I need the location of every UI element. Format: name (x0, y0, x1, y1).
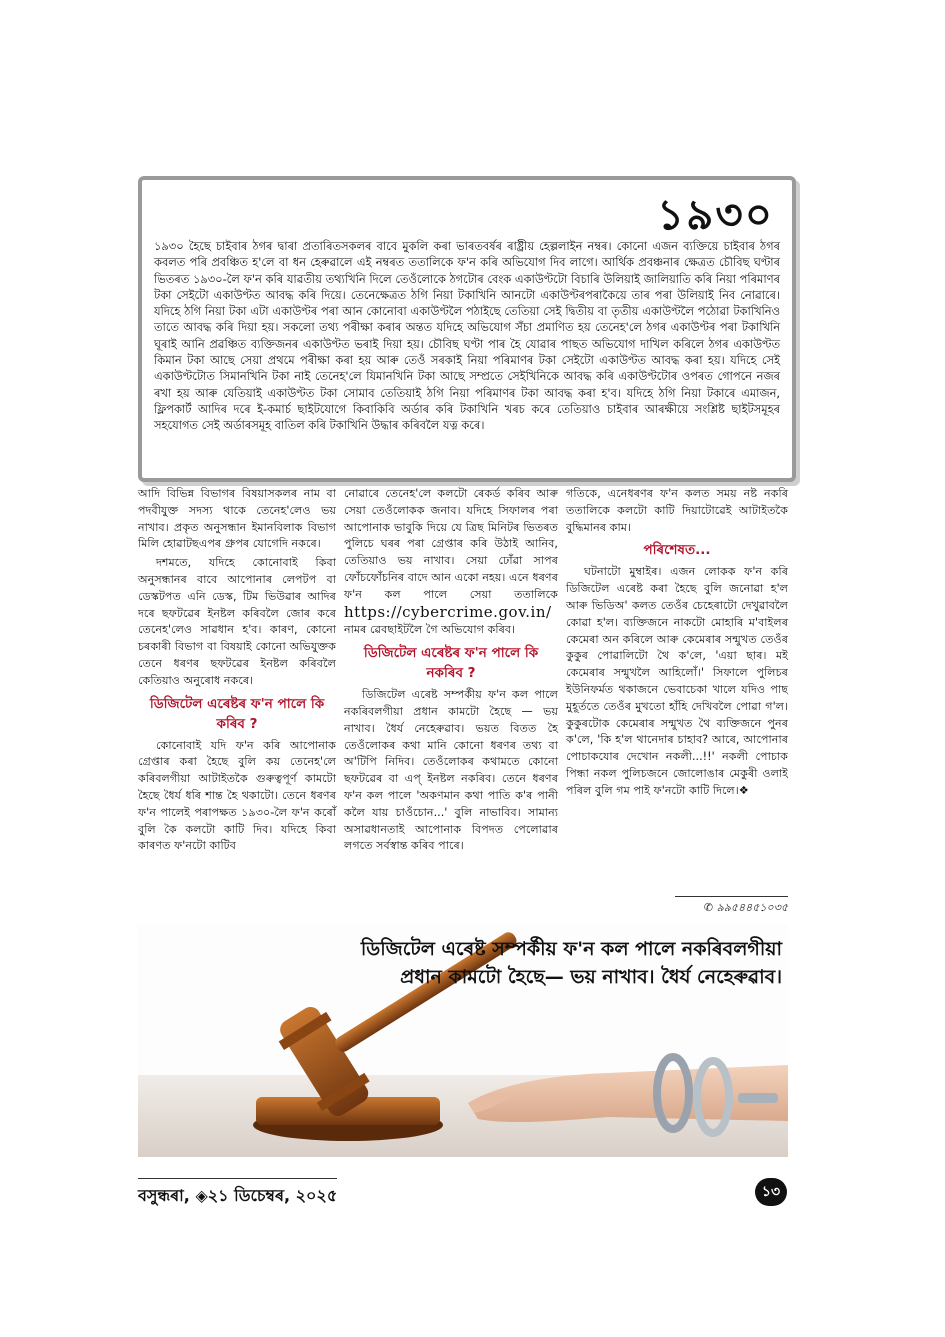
column-3 (566, 486, 788, 802)
author-phone: ✆ ৯৯৫৪৪৫১০৩৫ (675, 896, 788, 918)
col2-paragraph-2: ডিজিটেল এৰেষ্ট সম্পৰ্কীয় ফ'ন কল পালে নকৰিবলগীয়া প্ৰধান কামটো হৈছে — ভয় নাখাব। ধৈৰ্য নেহেৰুৱাব। ভয়ত বিতত হৈ তেওঁলোকৰ কথা মানি কোনো ধৰণৰ তথ্য বা অ'টিপি নিদিব। তেওঁলোকৰ কথামতে কোনো ছফটৱেৰ বা এপ্‌ ইনষ্টল নকৰিব। তেনে ধৰণৰ ফ'ন কল পালে 'অকণমান কথা পাতি ক'ৰ পানী কলৈ যায় চাওঁচোন...' বুলি নাভাবিব। সামান্য অসাৱধানতাই আপোনাক বিপদত পেলোৱাৰ লগতে সৰ্বস্বান্ত কৰিব পাৰে। (344, 688, 558, 853)
gavel-handcuff-photo (138, 925, 788, 1157)
col3-subheading: পৰিশেষত... (643, 542, 711, 559)
col2-paragraph-1-end: নামৰ ৱেবছাইটলৈ গৈ অভিযোগ কৰিব। (344, 623, 516, 637)
col1-paragraph-2: দশমতে, যদিহে কোনোবাই কিবা অনুসন্ধানৰ বাবে আপোনাৰ লেপটপ বা ডেস্কটপত এনি ডেস্ক, টিম ভিউৱাৰ আদিৰ দৰে ছফটৱেৰ ইনষ্টল কৰিবলৈ জোৰ কৰে তেনেহ'লেও সাৱধান হ'ব। কাৰণ, কোনো চৰকাৰী বিভাগ বা বিষয়াই কোনো অভিযুক্তক তেনে ধৰণৰ ছফটৱেৰ ইনষ্টল কৰিবলৈ কেতিয়াও অনুৰোধ নকৰে। (138, 556, 336, 687)
issue-date: ◈২১ ডিচেম্বৰ, ২০২৫ (195, 1186, 338, 1205)
info-box-title: ১৯৩০ (656, 190, 774, 239)
col3-paragraph-1: গতিকে, এনেধৰণৰ ফ'ন কলত সময় নষ্ট নকৰি ততালিকে কলটো কাটি দিয়াটোৱেই আটাইতকৈ বুদ্ধিমানৰ কাম। (566, 487, 788, 534)
col3-paragraph-2: ঘটনাটো মুম্বাইৰ। এজন লোকক ফ'ন কৰি ডিজিটেল এৰেষ্ট কৰা হৈছে বুলি জনোৱা হ'ল আৰু ভিডিঅ' কলত তেওঁৰ চেহেৰাটো দেখুৱাবলৈ কোৱা হ'ল। ব্যক্তিজনে নাকটো মোহাৰি ম'বাইলৰ কেমেৰা অন কৰিলে আৰু কেমেৰাৰ সন্মুখত তেওঁৰ কুকুৰ পোৱালিটো থৈ ক'লে, 'এয়া ছাৰ। মই কেমেৰাৰ সন্মুখলৈ আহিলোঁ।' সিফালে পুলিচৰ ইউনিফৰ্মত থকাজনে ভেবাচেকা খালে যদিও পাছ মুহূৰ্ততে তেওঁৰ মুখতো হাঁহি দেখিবলৈ পোৱা গ'ল। কুকুৰটোক কেমেৰাৰ সন্মুখত থৈ ব্যক্তিজনে পুনৰ ক'লে, 'কি হ'ল থানেদাৰ চাহাব? আৰে, আপোনাৰ পোচাকযোৰ দেখোন নকলী...!!' নকলী পোচাক পিন্ধা নকল পুলিচজনে জোলোঙাৰ মেকুৰী ওলাই পৰিল বুলি গম পাই ফ'নটো কাটি দিলে।❖ (566, 565, 788, 797)
page-number: ১৩ (755, 1178, 787, 1206)
magazine-name: বসুন্ধৰা, (138, 1186, 190, 1205)
col2-paragraph-1-text: নোৱাৰে তেনেহ'লে কলটো ৰেকৰ্ড কৰিব আৰু সেয়া তেওঁলোকক জনাব। যদিহে সিফালৰ পৰা আপোনাক ভাবুকি দিয়ে যে ত্ৰিছ মিনিটৰ ভিতৰত পুলিচে ঘৰৰ পৰা গ্ৰেপ্তাৰ কৰি উঠাই আনিব, তেতিয়াও ভয় নাখাব। সেয়া ঢোঁৱা সাপৰ ফোঁচফোঁচনিৰ বাদে আন একো নহয়। এনে ধৰণৰ ফ'ন কল পালে সেয়া ততালিকে (344, 487, 558, 601)
info-box-1930 (138, 176, 796, 482)
col1-paragraph-1: আদি বিভিন্ন বিভাগৰ বিষয়াসকলৰ নাম বা পদবীযুক্ত সদস্য থাকে তেনেহ'লেও ভয় নাখাব। প্ৰকৃত অনুসন্ধান ইমানবিলাক বিভাগ মিলি হোৱাটছএপৰ গ্ৰুপৰ যোগেদি নকৰে। (138, 487, 336, 551)
footer-masthead (138, 1178, 337, 1210)
cybercrime-url[interactable]: https://cybercrime.gov.in/ (344, 602, 552, 621)
column-2 (344, 486, 558, 857)
info-box-text: ১৯৩০ হৈছে চাইবাৰ ঠগৰ দ্বাৰা প্ৰতাৰিতসকলৰ বাবে মুকলি কৰা ভাৰতবৰ্ষৰ ৰাষ্ট্ৰীয় হেল্পলাইন নম্বৰ। কোনো এজন ব্যক্তিয়ে চাইবাৰ ঠগৰ কবলত পৰি প্ৰবঞ্চিত হ'লে বা ধন হেৰুৱালে এই নম্বৰত ততালিকে ফ'ন কৰি অভিযোগ দিব লাগে। আৰ্থিক প্ৰবঞ্চনাৰ ক্ষেত্ৰত চৌবিছ ঘণ্টাৰ ভিতৰত ১৯৩০-লৈ ফ'ন কৰি যাৱতীয় তথ্যখিনি দিলে তেওঁলোকে ঠগটোৰ বেংক একাউণ্টটো বিচাৰি উলিয়াই জালিয়াতি কৰি নিয়া পৰিমাণৰ টকা সেইটো একাউণ্টত আবদ্ধ কৰি দিয়ে। তেনেক্ষেত্ৰত ঠগি নিয়া টকাখিনি আনটো একাউণ্টৰপৰাকৈয়ে তাৰ পৰা উলিয়াই নিব নোৱাৰে। যদিহে ঠগি নিয়া টকা এটা একাউণ্টৰ পৰা আন কোনোবা একাউণ্টলৈ পঠাইছে তেতিয়া সেই দ্বিতীয় বা তৃতীয় একাউণ্টলৈ পঠোৱা টকাখিনিও তাতে আবদ্ধ কৰি দিয়া হয়। সকলো তথ্য পৰীক্ষা কৰাৰ অন্তত যদিহে অভিযোগ সঁচা প্ৰমাণিত হয় তেনেহ'লে ঠগৰ একাউণ্টৰ পৰা টকাখিনি ঘূৰাই আনি প্ৰৱঞ্চিত ব্যক্তিজনৰ একাউণ্টত ভৰাই দিয়া হয়। চৌবিছ ঘণ্টা পাৰ হৈ যোৱাৰ পাছত অভিযোগ দাখিল কৰিলে ঠগৰ একাউণ্টত কিমান টকা আছে সেয়া প্ৰথমে পৰীক্ষা কৰা হয় আৰু তেওঁ সৰকাই নিয়া পৰিমাণৰ টকা সেইটো একাউণ্টত আবদ্ধ কৰা হয়। যদিহে সেই একাউণ্টটোত সিমানখিনি টকা নাই তেনেহ'লে যিমানখিনি টকা আছে সম্প্ৰতে সেইখিনিকে আবদ্ধ কৰি একাউণ্টটোৰ ওপৰত গোপনে নজৰ ৰখা হয় আৰু যেতিয়াই একাউণ্টত টকা সোমাব তেতিয়াই ঠগি নিয়া পৰিমাণৰ টকা আবদ্ধ কৰা হ'ব। যদিহে ঠগি নিয়া টকাৰে এমাজন, ফ্লিপকাৰ্ট আদিৰ দৰে ই-কমাৰ্চ ছাইটযোগে কিবাকিবি অৰ্ডাৰ কৰি টকাখিনি খৰচ কৰে তেতিয়াও চাইবাৰ আৰক্ষীয়ে সংশ্লিষ্ট ছাইটসমূহৰ সহযোগত সেই অৰ্ডাৰসমূহ বাতিল কৰি টকাখিনি উদ্ধাৰ কৰিবলৈ যত্ন কৰে। (154, 239, 780, 433)
column-1 (138, 486, 336, 857)
photo-caption: ডিজিটেল এৰেষ্ট সম্পৰ্কীয় ফ'ন কল পালে নকৰিবলগীয়া প্ৰধান কামটো হৈছে— ভয় নাখাব। ধৈৰ্য নেহেৰুৱাব। (360, 938, 782, 988)
wrist-hand (468, 1065, 788, 1122)
col1-paragraph-3: কোনোবাই যদি ফ'ন কৰি আপোনাক গ্ৰেপ্তাৰ কৰা হৈছে বুলি কয় তেনেহ'লে কৰিবলগীয়া আটাইতকৈ গুৰুত্বপূৰ্ণ কামটো হৈছে ধৈৰ্য ধৰি শান্ত হৈ থকাটো। তেনে ধৰণৰ ফ'ন পালেই পৰাপক্ষত ১৯৩০-লৈ ফ'ন কৰোঁ বুলি কৈ কলটো কাটি দিব। যদিহে কিবা কাৰণত ফ'নটো কাটিব (138, 738, 336, 853)
handcuff-chain (738, 1093, 778, 1103)
col2-subheading: ডিজিটেল এৰেষ্টৰ ফ'ন পালে কি নকৰিব ? (363, 645, 539, 682)
col2-paragraph-1 (344, 486, 558, 639)
col1-subheading: ডিজিটেল এৰেষ্টৰ ফ'ন পালে কি কৰিব ? (149, 695, 325, 732)
